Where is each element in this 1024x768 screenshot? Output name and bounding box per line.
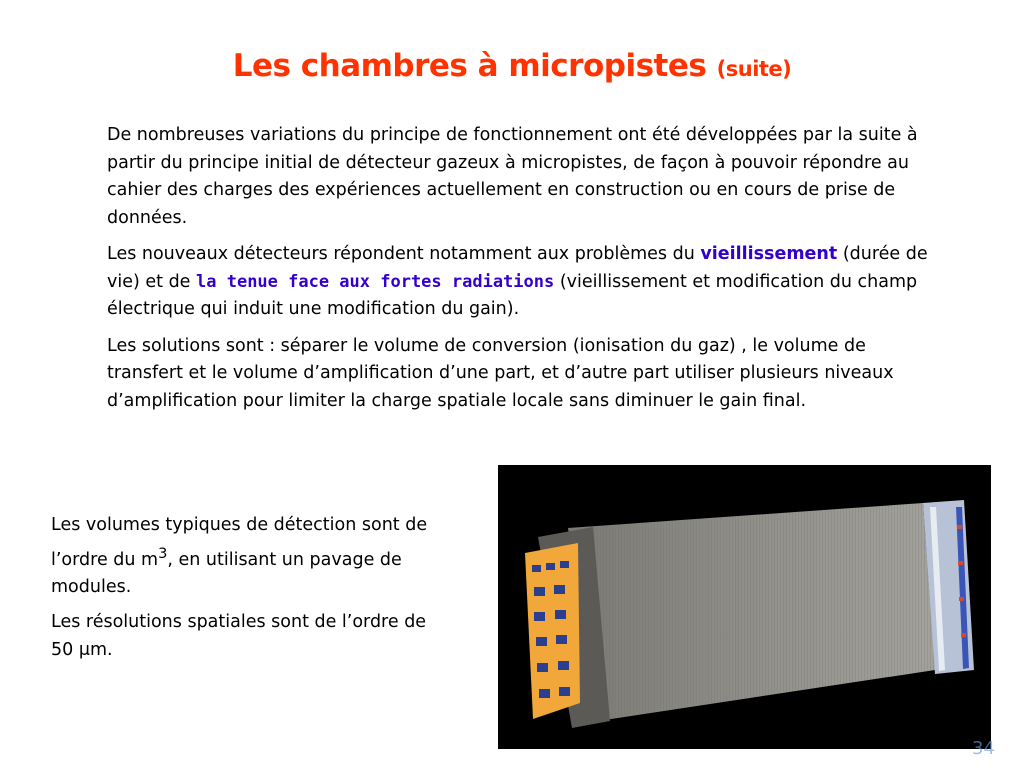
- side-paragraph-2-part-1: Les résolutions spatiales sont de l’ordre de 50: [51, 612, 427, 660]
- micro-symbol: μ: [78, 639, 90, 660]
- side-paragraph-2: [51, 609, 431, 664]
- detector-photo: [498, 465, 991, 749]
- highlight-radiations: la tenue face aux fortes radiations: [196, 271, 555, 292]
- highlight-vieillissement: vieillissement: [700, 244, 838, 264]
- side-paragraph-2-part-2: m.: [89, 639, 113, 660]
- slide-title: [0, 48, 1024, 84]
- cubic-exponent: 3: [158, 544, 168, 562]
- side-paragraph-1-part-1: Les volumes typiques de détection sont de l’ordre du m: [51, 515, 428, 570]
- title-main: Les chambres à micropistes: [232, 48, 707, 84]
- paragraph-3: Les solutions sont : séparer le volume de conversion (ionisation du gaz) , le volume de transfert et le volume d’amplification d’une part, et d’autre part utiliser plusieurs niveaux d’amplification pour limiter la charge spatiale locale sans diminuer le gain final.: [107, 335, 894, 411]
- paragraph-2-part-2: (durée de vie) et de: [107, 244, 928, 292]
- page-number: 34: [972, 738, 995, 759]
- side-text-block: [51, 512, 431, 672]
- paragraph-1: De nombreuses variations du principe de fonctionnement ont été développées par la suite à partir du principe initial de détecteur gazeux à micropistes, de façon à pouvoir répondre au cahier des charges des expériences actuellement en construction ou en cours de prise de données.: [107, 125, 918, 228]
- paragraph-2-part-3: (vieillissement et modification du champ électrique qui induit une modification du gain).: [107, 271, 918, 319]
- title-suffix: (suite): [716, 57, 792, 81]
- side-paragraph-1: [51, 512, 431, 601]
- side-paragraph-1-part-2: , en utilisant un pavage de modules.: [51, 549, 402, 597]
- paragraph-2: [107, 241, 937, 324]
- paragraph-2-part-1: Les nouveaux détecteurs répondent notamment aux problèmes du: [107, 244, 701, 264]
- main-text-block: [107, 122, 937, 424]
